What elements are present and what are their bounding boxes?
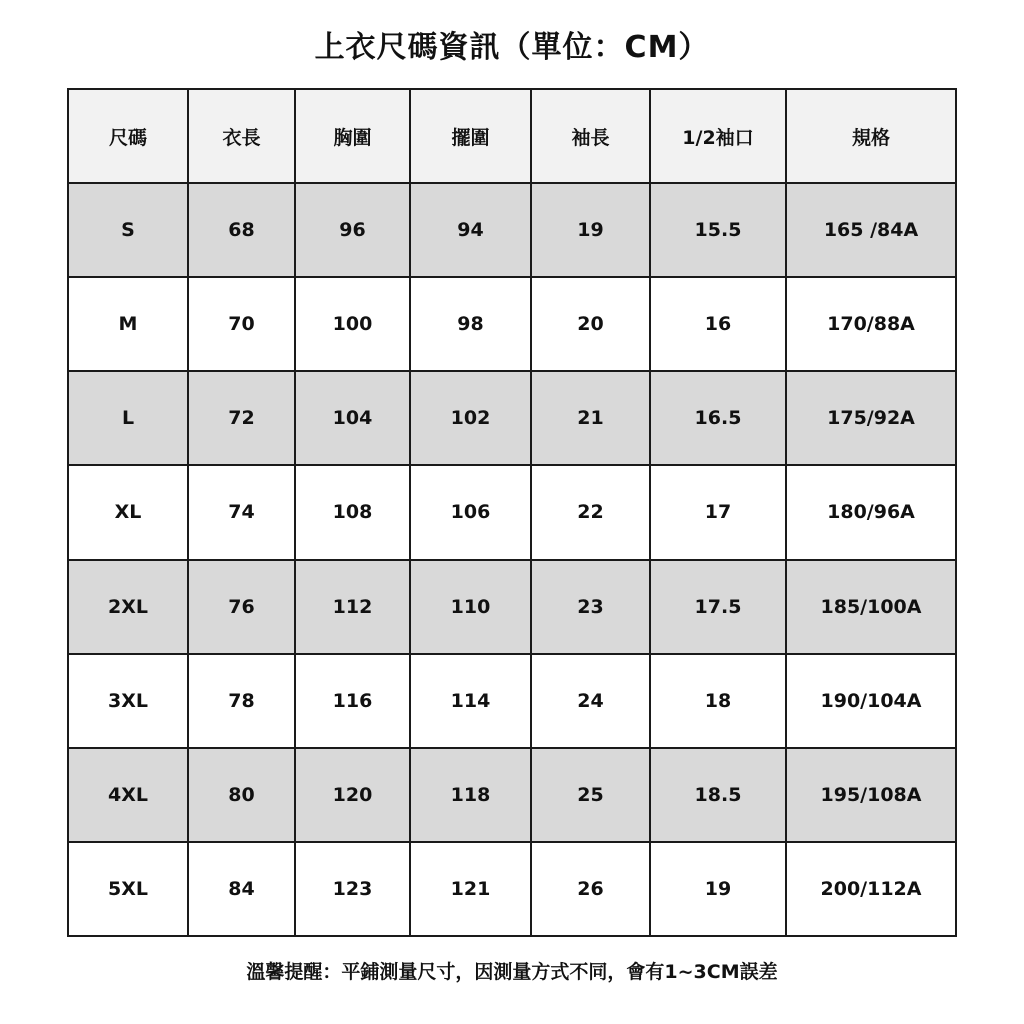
table-row: [68, 371, 956, 465]
cell-chest: 104: [295, 371, 410, 465]
cell-spec: 200/112A: [786, 842, 956, 936]
table-row: [68, 277, 956, 371]
cell-body-length: 70: [188, 277, 295, 371]
cell-half-cuff: 17: [650, 465, 786, 559]
cell-hem: 94: [410, 183, 531, 277]
header-hem: 擺圍: [410, 89, 531, 183]
cell-half-cuff: 19: [650, 842, 786, 936]
header-half-cuff: 1/2袖口: [650, 89, 786, 183]
cell-hem: 106: [410, 465, 531, 559]
cell-body-length: 76: [188, 560, 295, 654]
cell-hem: 114: [410, 654, 531, 748]
cell-chest: 116: [295, 654, 410, 748]
cell-size: 3XL: [68, 654, 188, 748]
cell-body-length: 80: [188, 748, 295, 842]
cell-body-length: 68: [188, 183, 295, 277]
cell-hem: 118: [410, 748, 531, 842]
size-chart-table: [67, 88, 957, 937]
cell-size: L: [68, 371, 188, 465]
table-row: [68, 465, 956, 559]
cell-hem: 102: [410, 371, 531, 465]
table-header-row: [68, 89, 956, 183]
cell-size: M: [68, 277, 188, 371]
cell-chest: 112: [295, 560, 410, 654]
cell-half-cuff: 18: [650, 654, 786, 748]
cell-hem: 110: [410, 560, 531, 654]
cell-size: 4XL: [68, 748, 188, 842]
header-size: 尺碼: [68, 89, 188, 183]
cell-chest: 120: [295, 748, 410, 842]
cell-size: XL: [68, 465, 188, 559]
cell-body-length: 84: [188, 842, 295, 936]
cell-size: 5XL: [68, 842, 188, 936]
table-row: [68, 654, 956, 748]
table-row: [68, 748, 956, 842]
cell-sleeve-length: 26: [531, 842, 650, 936]
table-row: [68, 560, 956, 654]
cell-spec: 195/108A: [786, 748, 956, 842]
cell-body-length: 78: [188, 654, 295, 748]
cell-spec: 170/88A: [786, 277, 956, 371]
cell-spec: 175/92A: [786, 371, 956, 465]
header-spec: 規格: [786, 89, 956, 183]
cell-body-length: 74: [188, 465, 295, 559]
cell-sleeve-length: 19: [531, 183, 650, 277]
cell-body-length: 72: [188, 371, 295, 465]
table-row: [68, 842, 956, 936]
cell-half-cuff: 15.5: [650, 183, 786, 277]
header-chest: 胸圍: [295, 89, 410, 183]
cell-sleeve-length: 21: [531, 371, 650, 465]
cell-sleeve-length: 22: [531, 465, 650, 559]
cell-chest: 100: [295, 277, 410, 371]
header-body-length: 衣長: [188, 89, 295, 183]
cell-half-cuff: 18.5: [650, 748, 786, 842]
cell-spec: 165 /84A: [786, 183, 956, 277]
cell-spec: 180/96A: [786, 465, 956, 559]
header-sleeve-length: 袖長: [531, 89, 650, 183]
cell-chest: 123: [295, 842, 410, 936]
cell-spec: 185/100A: [786, 560, 956, 654]
cell-size: 2XL: [68, 560, 188, 654]
cell-chest: 108: [295, 465, 410, 559]
cell-half-cuff: 16: [650, 277, 786, 371]
page-title: 上衣尺碼資訊（單位：CM）: [314, 30, 710, 65]
cell-hem: 98: [410, 277, 531, 371]
cell-size: S: [68, 183, 188, 277]
cell-sleeve-length: 24: [531, 654, 650, 748]
cell-sleeve-length: 20: [531, 277, 650, 371]
cell-hem: 121: [410, 842, 531, 936]
table-row: [68, 183, 956, 277]
cell-sleeve-length: 23: [531, 560, 650, 654]
cell-sleeve-length: 25: [531, 748, 650, 842]
footer-note: 溫馨提醒：平鋪測量尺寸，因測量方式不同，會有1~3CM誤差: [246, 961, 778, 983]
cell-chest: 96: [295, 183, 410, 277]
cell-half-cuff: 17.5: [650, 560, 786, 654]
cell-half-cuff: 16.5: [650, 371, 786, 465]
cell-spec: 190/104A: [786, 654, 956, 748]
